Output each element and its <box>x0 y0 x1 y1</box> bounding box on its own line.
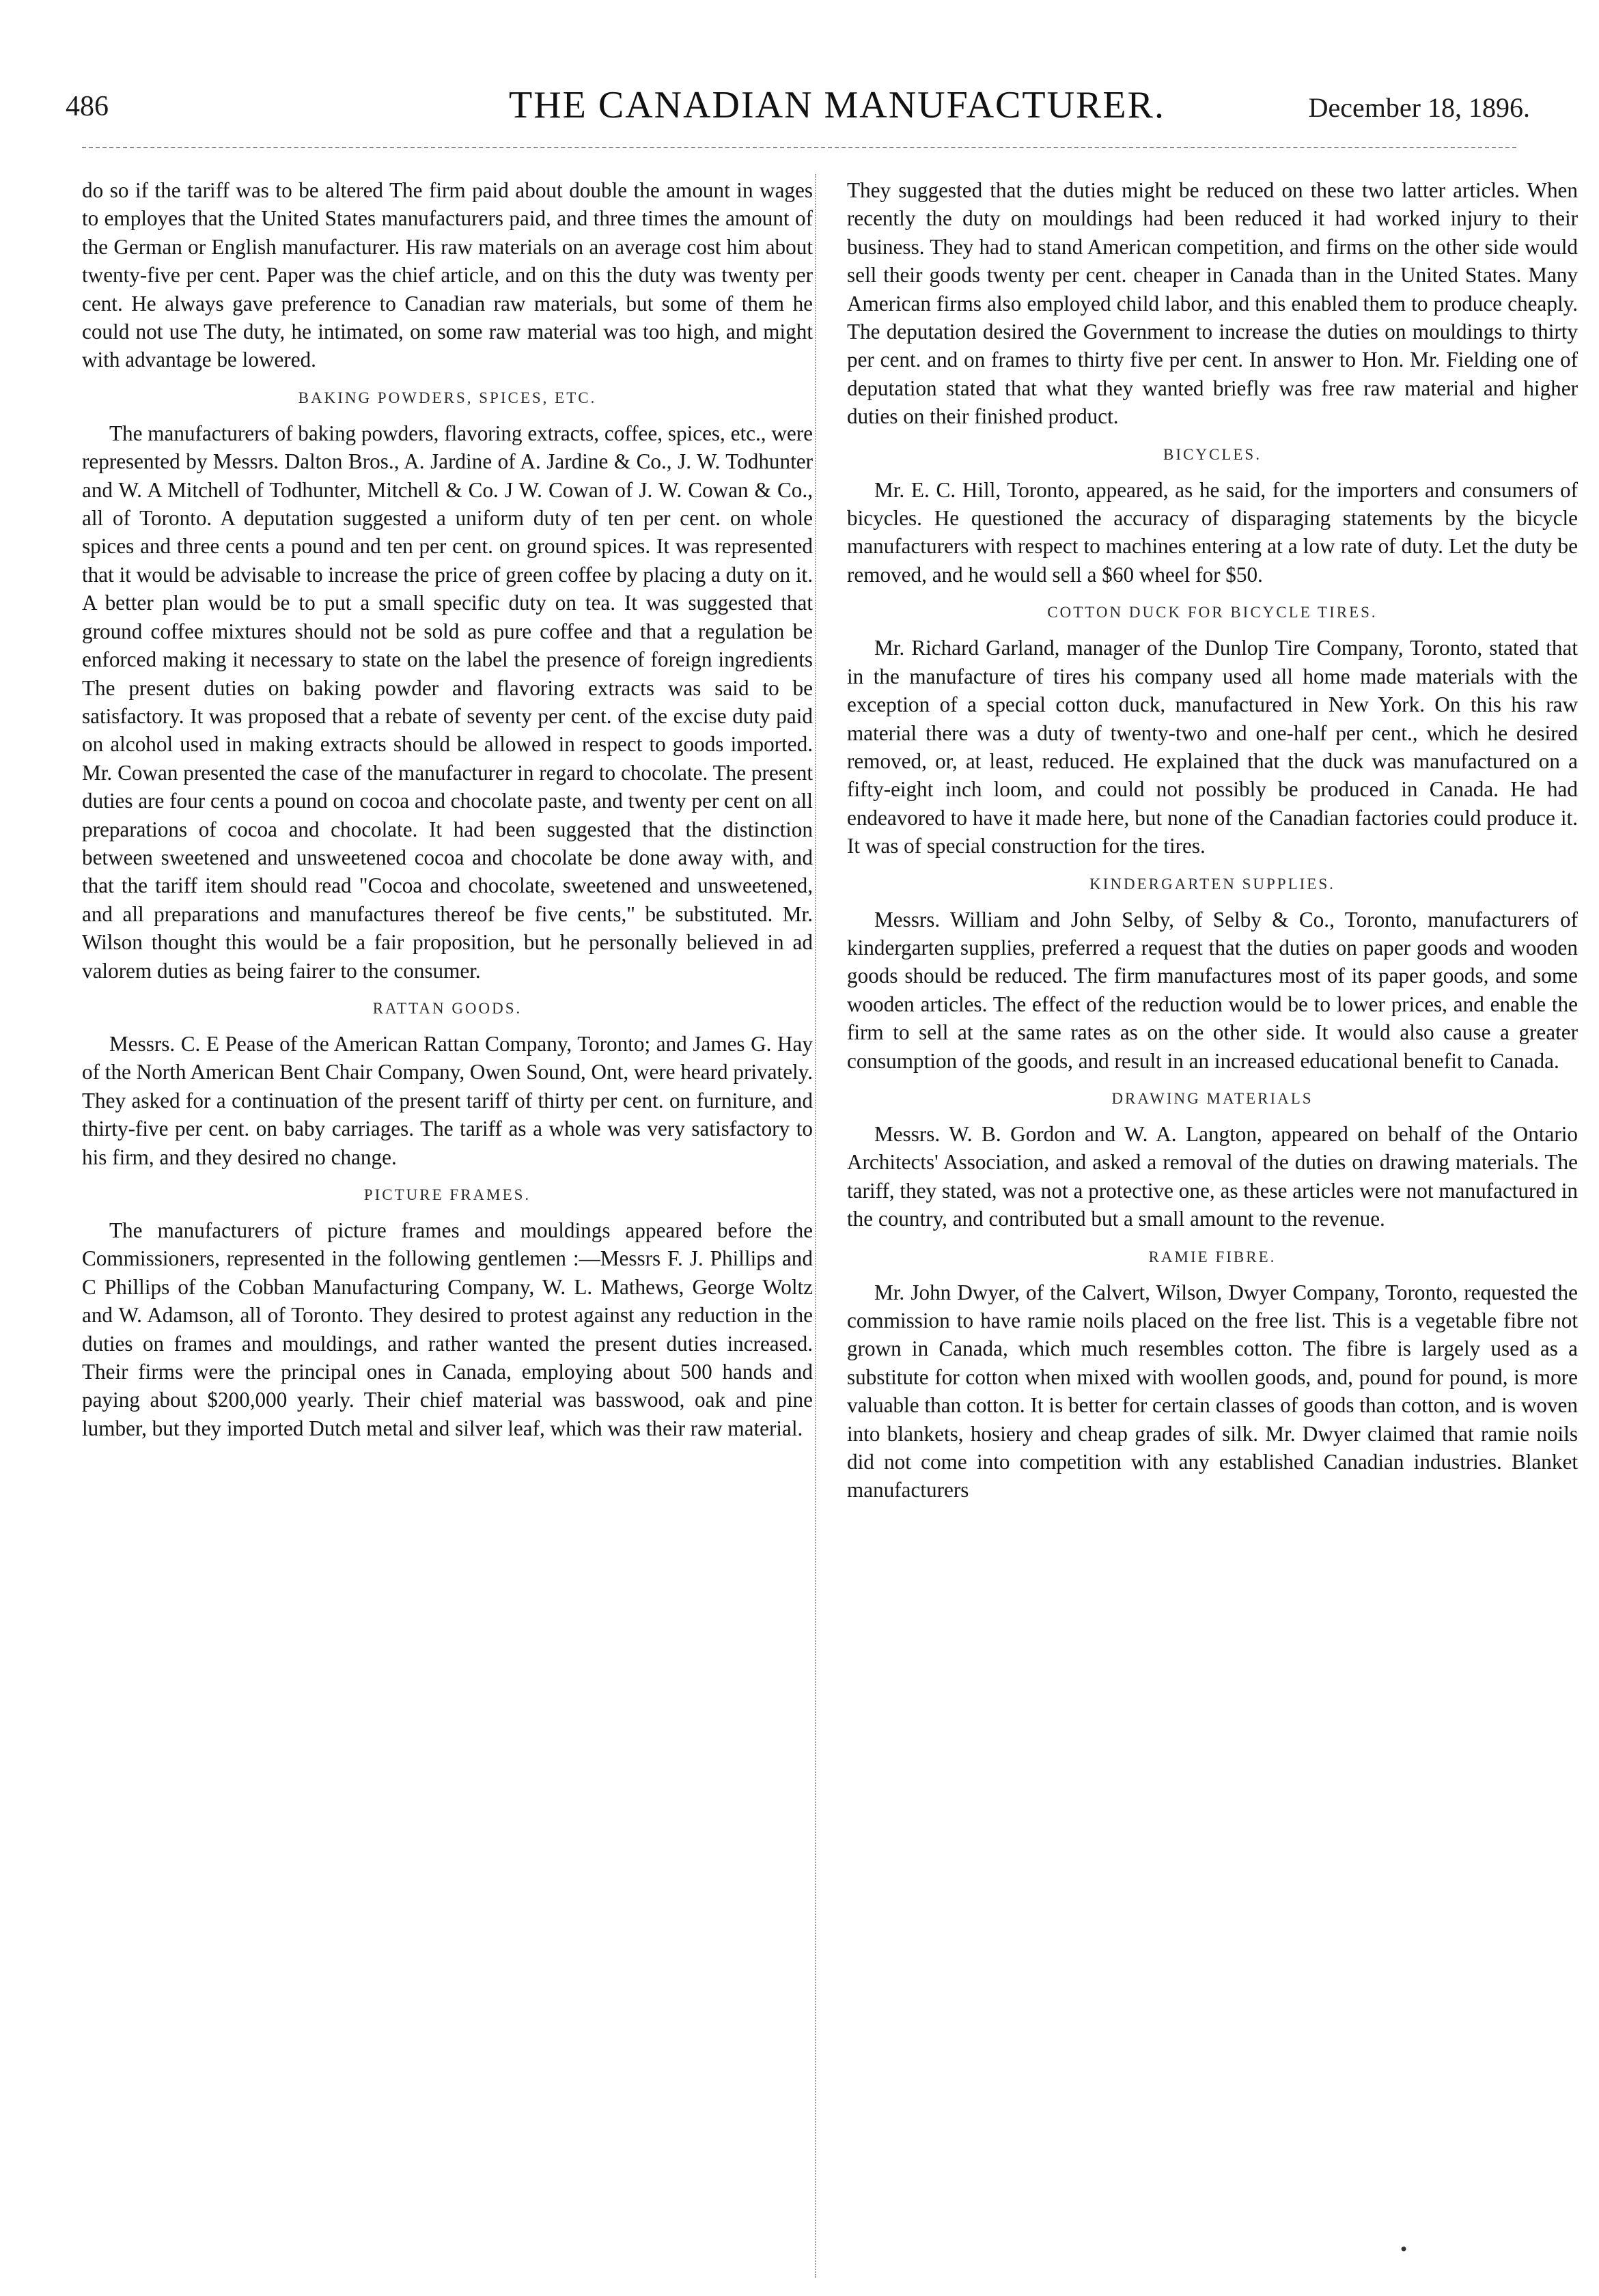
section-heading: BICYCLES. <box>1163 445 1262 463</box>
page-number: 486 <box>66 91 109 122</box>
journal-title: THE CANADIAN MANUFACTURER. <box>509 84 1165 126</box>
article-paragraph: Messrs. C. E Pease of the American Rattan Company, Toronto; and James G. Hay of the North American Bent Chair Company, Owen Sound, Ont, were heard privately. They asked for a continuation of the present tariff of thirty per cent. on furniture, and thirty-five per cent. on baby carriages. The tariff as a whole was very satisfactory to his firm, and they desired no change. <box>82 1031 813 1169</box>
section-heading: RAMIE FIBRE. <box>1148 1248 1277 1265</box>
article-paragraph: The manufacturers of baking powders, flavoring extracts, coffee, spices, etc., were represented by Messrs. Dalton Bros., A. Jardine of A. Jardine & Co., J. W. Todhunter and W. A Mitchell of Todhunter, Mitchell & Co. J W. Cowan of J. W. Cowan & Co., all of Toronto. A deputation suggested a uniform duty of ten per cent. on whole spices and three cents a pound and ten per cent. on ground spices. It was represented that it would be advisable to increase the price of green coffee by placing a duty on it. A better plan would be to put a small specific duty on tea. It was suggested that ground coffee mixtures should not be sold as pure coffee and that a regulation be enforced making it necessary to state on the label the presence of foreign ingredients The present duties on baking powder and flavoring extracts was said to be satisfactory. It was proposed that a rebate of seventy per cent. of the excise duty paid on alcohol used in making extracts should be allowed in respect to goods imported. Mr. Cowan presented the case of the manufacturer in regard to chocolate. The present duties are four cents a pound on cocoa and chocolate paste, and twenty per cent on all preparations of cocoa and chocolate. It had been suggested that the distinction between sweetened and unsweetened cocoa and chocolate be done away with, and that the tariff item should read "Cocoa and chocolate, sweetened and unsweetened, and all preparations and manufactures thereof be five cents," be substituted. Mr. Wilson thought this would be a fair proposition, but he personally believed in ad valorem duties as being fairer to the consumer. <box>82 421 813 983</box>
column-divider <box>815 174 816 2278</box>
page-header <box>55 81 1571 128</box>
article-paragraph: do so if the tariff was to be altered The firm paid about double the amount in wages to employes that the United States manufacturers paid, and three times the amount of the German or English manufacturer. His raw materials on an average cost him about twenty-five per cent. Paper was the chief article, and on this the duty was twenty per cent. He always gave preference to Canadian raw materials, but some of them he could not use The duty, he intimated, on some raw material was too high, and might with advantage be lowered. <box>82 178 813 372</box>
section-heading: COTTON DUCK FOR BICYCLE TIRES. <box>1047 604 1378 621</box>
right-column <box>847 176 1578 1504</box>
issue-date: December 18, 1896. <box>1308 92 1530 123</box>
left-column <box>82 176 813 1442</box>
article-paragraph: Mr. E. C. Hill, Toronto, appeared, as he said, for the importers and consumers of bicycles. He questioned the accuracy of disparaging statements by the bicycle manufacturers with respect to machines entering at a low rate of duty. Let the duty be removed, and he would sell a $60 wheel for $50. <box>847 477 1578 587</box>
article-paragraph: They suggested that the duties might be reduced on these two latter articles. When recently the duty on mouldings had been reduced it had worked injury to their business. They had to stand American competition, and firms on the other side would sell their goods twenty per cent. cheaper in Canada than in the United States. Many American firms also employed child labor, and this enabled them to produce cheaply. The deputation desired the Government to increase the duties on mouldings to thirty per cent. and on frames to thirty five per cent. In answer to Hon. Mr. Fielding one of deputation stated that what they wanted briefly was free raw material and higher duties on their finished product. <box>847 178 1578 429</box>
section-heading: KINDERGARTEN SUPPLIES. <box>1089 875 1335 893</box>
section-heading: RATTAN GOODS. <box>372 999 523 1017</box>
article-paragraph: The manufacturers of picture frames and mouldings appeared before the Commissioners, represented in the following gentlemen :—Messrs F. J. Phillips and C Phillips of the Cobban Manufacturing Company, W. L. Mathews, George Woltz and W. Adamson, all of Toronto. They desired to protest against any reduction in the duties on frames and mouldings, and rather wanted the present duties increased. Their firms were the principal ones in Canada, employing about 500 hands and paying about $200,000 yearly. Their chief material was basswood, oak and pine lumber, but they imported Dutch metal and silver leaf, which was their raw material. <box>82 1218 813 1440</box>
header-rule <box>82 147 1516 148</box>
stray-mark: • <box>1399 2240 1409 2259</box>
article-paragraph: Messrs. William and John Selby, of Selby & Co., Toronto, manufacturers of kindergarten supplies, preferred a request that the duties on paper goods and wooden goods should be reduced. The firm manufactures most of its paper goods, and some wooden articles. The effect of the reduction would be to lower prices, and enable the firm to sell at the same rates as on the other side. It would also cause a greater consumption of the goods, and result in an increased educational benefit to Canada. <box>847 907 1578 1073</box>
section-heading: PICTURE FRAMES. <box>363 1186 531 1203</box>
article-paragraph: Mr. Richard Garland, manager of the Dunlop Tire Company, Toronto, stated that in the manufacture of tires his company used all home made materials with the exception of a special cotton duck, manufactured in New York. On this his raw material there was a duty of twenty-two and one-half per cent., which he desired removed, or, at least, reduced. He explained that the duck was manufactured on a fifty-eight inch loom, and could not possibly be produced in Canada. He had endeavored to have it made here, but none of the Canadian factories could produce it. It was of special construction for the tires. <box>847 636 1578 858</box>
section-heading: DRAWING MATERIALS <box>1111 1089 1313 1107</box>
article-paragraph: Messrs. W. B. Gordon and W. A. Langton, appeared on behalf of the Ontario Architects' Association, and asked a removal of the duties on drawing materials. The tariff, they stated, was not a protective one, as these articles were not manufactured in the country, and contributed but a small amount to the revenue. <box>847 1121 1578 1231</box>
article-paragraph: Mr. John Dwyer, of the Calvert, Wilson, Dwyer Company, Toronto, requested the commission to have ramie noils placed on the free list. This is a vegetable fibre not grown in Canada, which much resembles cotton. The fibre is largely used as a substitute for cotton when mixed with woollen goods, and, pound for pound, is more valuable than cotton. It is better for certain classes of goods than cotton, and is woven into blankets, hosiery and cheap grades of silk. Mr. Dwyer claimed that ramie noils did not come into competition with any established Canadian industries. Blanket manufacturers <box>847 1280 1578 1502</box>
section-heading: BAKING POWDERS, SPICES, ETC. <box>298 389 597 406</box>
